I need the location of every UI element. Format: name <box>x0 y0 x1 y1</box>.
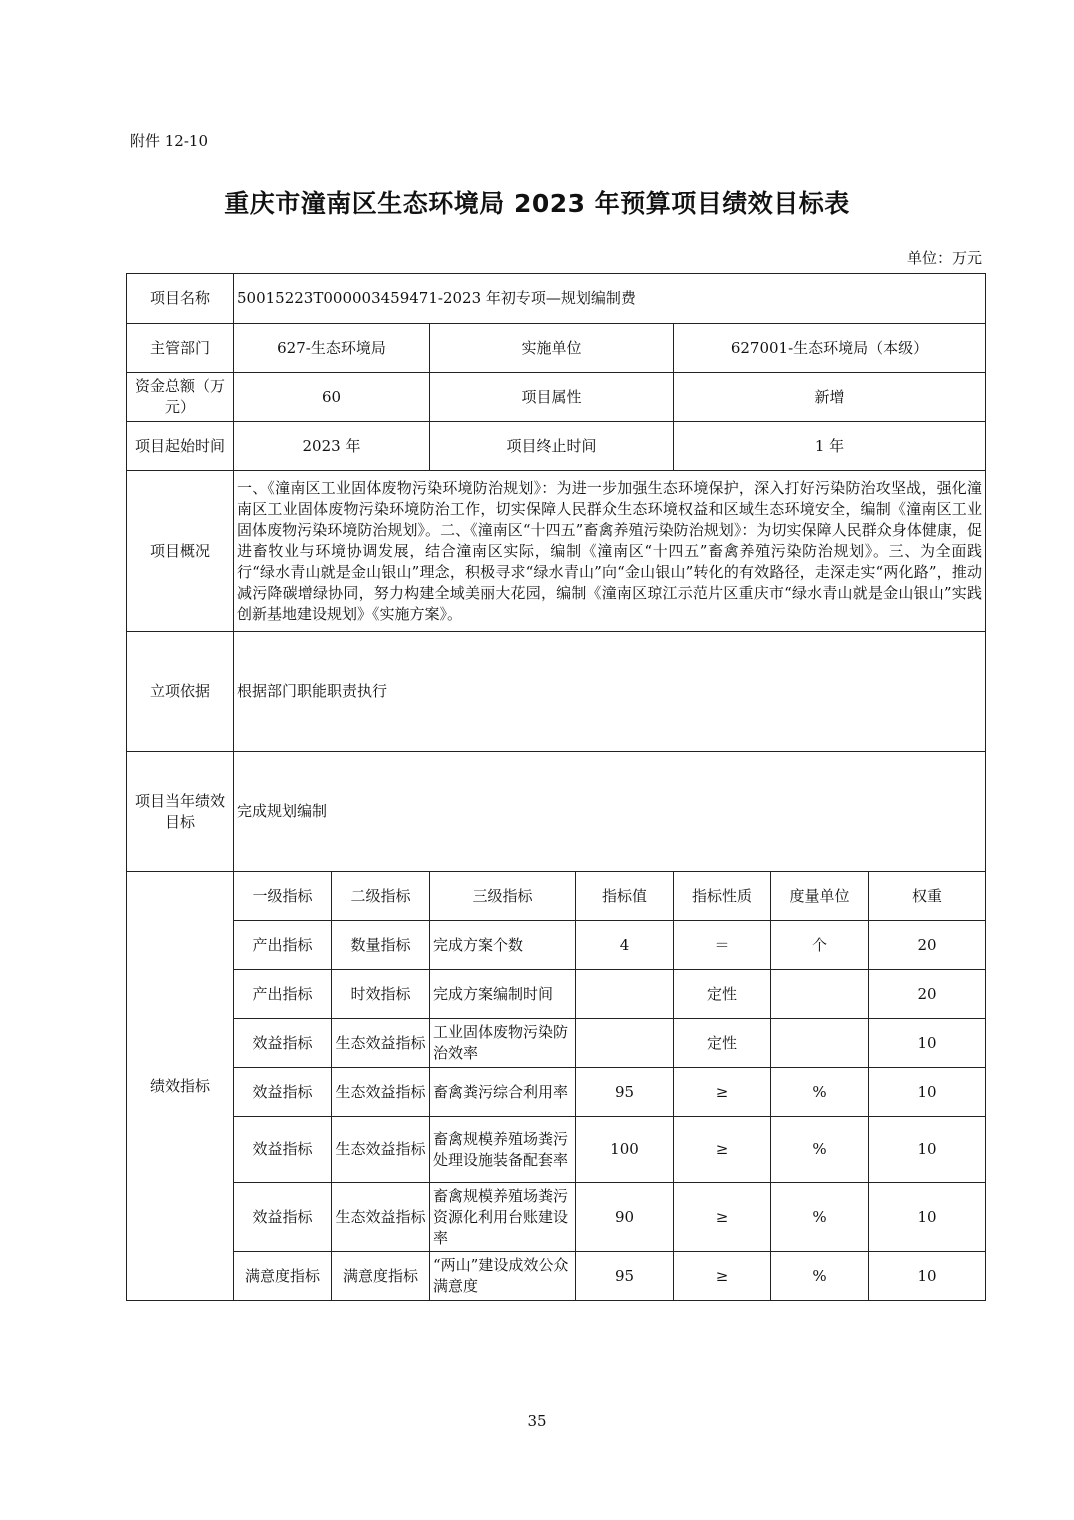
cell-nature: 定性 <box>674 970 771 1019</box>
value-overview: 一、《潼南区工业固体废物污染环境防治规划》：为进一步加强生态环境保护，深入打好污染防治攻坚战，强化潼南区工业固体废物污染环境防治工作，切实保障人民群众生态环境权益和区域生态环境安全，编制《潼南区工业固体废物污染环境防治规划》。二、《潼南区“十四五”畜禽养殖污染防治规划》：为切实保障人民群众身体健康，促进畜牧业与环境协调发展，结合潼南区实际，编制《潼南区“十四五”畜禽养殖污染防治规划》。三、为全面践行“绿水青山就是金山银山”理念，积极寻求“绿水青山”向“金山银山”转化的有效路径，走深走实“两化路”，推动减污降碳增绿协同，努力构建全域美丽大花园，编制《潼南区琼江示范片区重庆市“绿水青山就是金山银山”实践创新基地建设规划》《实施方案》。 <box>234 471 986 632</box>
cell-unit: % <box>771 1068 869 1117</box>
label-indicators: 绩效指标 <box>127 872 234 1301</box>
label-start: 项目起始时间 <box>127 422 234 471</box>
label-overview: 项目概况 <box>127 471 234 632</box>
value-attr: 新增 <box>674 373 986 422</box>
cell-unit: % <box>771 1117 869 1183</box>
performance-table <box>126 273 986 1301</box>
table-row <box>127 1019 986 1068</box>
label-dept: 主管部门 <box>127 324 234 373</box>
table-row <box>127 1068 986 1117</box>
label-end: 项目终止时间 <box>430 422 674 471</box>
cell-weight: 10 <box>869 1252 986 1301</box>
row-fund <box>127 373 986 422</box>
cell-level3: “两山”建设成效公众满意度 <box>430 1252 576 1301</box>
header-level1: 一级指标 <box>234 872 332 921</box>
cell-value <box>576 1019 674 1068</box>
cell-level1: 产出指标 <box>234 921 332 970</box>
table-row <box>127 1117 986 1183</box>
cell-level2: 数量指标 <box>332 921 430 970</box>
cell-level2: 生态效益指标 <box>332 1068 430 1117</box>
page-title: 重庆市潼南区生态环境局 2023 年预算项目绩效目标表 <box>224 189 850 218</box>
value-basis: 根据部门职能职责执行 <box>234 632 986 752</box>
attachment-label: 附件 12-10 <box>130 132 209 150</box>
cell-nature: ＝ <box>674 921 771 970</box>
cell-level2: 满意度指标 <box>332 1252 430 1301</box>
cell-unit: 个 <box>771 921 869 970</box>
header-value: 指标值 <box>576 872 674 921</box>
cell-value: 95 <box>576 1252 674 1301</box>
cell-level3: 畜禽粪污综合利用率 <box>430 1068 576 1117</box>
cell-level3: 畜禽规模养殖场粪污处理设施装备配套率 <box>430 1117 576 1183</box>
cell-weight: 20 <box>869 921 986 970</box>
cell-value: 100 <box>576 1117 674 1183</box>
value-project-name: 50015223T000003459471-2023 年初专项—规划编制费 <box>234 274 986 324</box>
cell-nature: ≥ <box>674 1183 771 1252</box>
cell-level1: 产出指标 <box>234 970 332 1019</box>
header-level2: 二级指标 <box>332 872 430 921</box>
cell-value: 4 <box>576 921 674 970</box>
cell-unit: % <box>771 1183 869 1252</box>
cell-level1: 效益指标 <box>234 1068 332 1117</box>
label-fund: 资金总额（万元） <box>127 373 234 422</box>
value-start: 2023 年 <box>234 422 430 471</box>
cell-level2: 生态效益指标 <box>332 1117 430 1183</box>
label-attr: 项目属性 <box>430 373 674 422</box>
cell-unit: % <box>771 1252 869 1301</box>
row-goal <box>127 752 986 872</box>
row-project-name <box>127 274 986 324</box>
page-number: 35 <box>527 1412 547 1430</box>
cell-nature: ≥ <box>674 1068 771 1117</box>
cell-level2: 生态效益指标 <box>332 1019 430 1068</box>
header-level3: 三级指标 <box>430 872 576 921</box>
cell-level1: 效益指标 <box>234 1117 332 1183</box>
table-row <box>127 1252 986 1301</box>
cell-nature: 定性 <box>674 1019 771 1068</box>
row-department <box>127 324 986 373</box>
cell-nature: ≥ <box>674 1252 771 1301</box>
cell-level3: 完成方案编制时间 <box>430 970 576 1019</box>
cell-level2: 生态效益指标 <box>332 1183 430 1252</box>
label-basis: 立项依据 <box>127 632 234 752</box>
cell-level1: 满意度指标 <box>234 1252 332 1301</box>
indicator-header-row <box>127 872 986 921</box>
cell-value: 95 <box>576 1068 674 1117</box>
header-nature: 指标性质 <box>674 872 771 921</box>
cell-unit <box>771 970 869 1019</box>
cell-level1: 效益指标 <box>234 1183 332 1252</box>
table-row <box>127 970 986 1019</box>
value-fund: 60 <box>234 373 430 422</box>
cell-level3: 畜禽规模养殖场粪污资源化利用台账建设率 <box>430 1183 576 1252</box>
table-row <box>127 1183 986 1252</box>
cell-level3: 完成方案个数 <box>430 921 576 970</box>
header-weight: 权重 <box>869 872 986 921</box>
cell-level2: 时效指标 <box>332 970 430 1019</box>
value-end: 1 年 <box>674 422 986 471</box>
value-impl: 627001-生态环境局（本级） <box>674 324 986 373</box>
row-overview <box>127 471 986 632</box>
cell-nature: ≥ <box>674 1117 771 1183</box>
label-project-name: 项目名称 <box>127 274 234 324</box>
cell-weight: 10 <box>869 1019 986 1068</box>
header-unit: 度量单位 <box>771 872 869 921</box>
cell-weight: 10 <box>869 1183 986 1252</box>
cell-weight: 10 <box>869 1117 986 1183</box>
cell-weight: 10 <box>869 1068 986 1117</box>
unit-label: 单位：万元 <box>906 249 982 267</box>
cell-value: 90 <box>576 1183 674 1252</box>
table-row <box>127 921 986 970</box>
cell-level3: 工业固体废物污染防治效率 <box>430 1019 576 1068</box>
value-goal: 完成规划编制 <box>234 752 986 872</box>
value-dept: 627-生态环境局 <box>234 324 430 373</box>
cell-value <box>576 970 674 1019</box>
cell-level1: 效益指标 <box>234 1019 332 1068</box>
row-time <box>127 422 986 471</box>
label-goal: 项目当年绩效目标 <box>127 752 234 872</box>
row-basis <box>127 632 986 752</box>
cell-weight: 20 <box>869 970 986 1019</box>
label-impl: 实施单位 <box>430 324 674 373</box>
cell-unit <box>771 1019 869 1068</box>
